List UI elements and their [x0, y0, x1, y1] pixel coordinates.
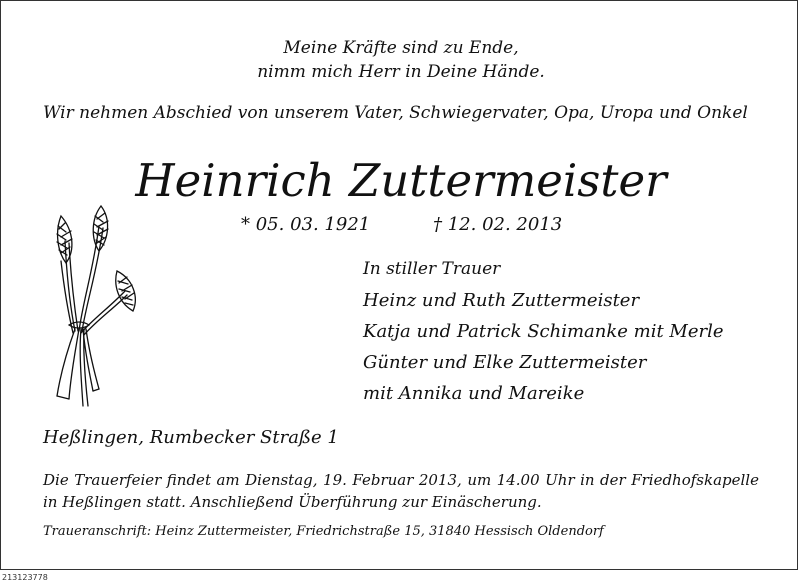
mourning-address: Heßlingen, Rumbecker Straße 1 — [43, 427, 339, 448]
funeral-notice: Die Trauerfeier findet am Dienstag, 19. Februar 2013, um 14.00 Uhr in der Friedhofskapelle in Heßlingen statt. Anschließend Überführung zur Einäscherung. — [43, 471, 759, 511]
reference-number: 213123778 — [2, 573, 48, 582]
mourner-line: Günter und Elke Zuttermeister — [363, 352, 647, 373]
mourner-line: mit Annika und Mareike — [363, 383, 585, 404]
mourner-line: Katja und Patrick Schimanke mit Merle — [363, 321, 724, 342]
wheat-bundle-icon — [41, 201, 161, 419]
motto — [1, 36, 800, 84]
mourners-block — [363, 254, 724, 409]
deceased-name: Heinrich Zuttermeister — [135, 154, 667, 207]
motto-line-2: nimm mich Herr in Deine Hände. — [257, 62, 545, 82]
birth-date: * 05. 03. 1921 — [241, 214, 371, 235]
motto-line-1: Meine Kräfte sind zu Ende, — [283, 38, 519, 58]
contact-address: Traueranschrift: Heinz Zuttermeister, Friedrichstraße 15, 31840 Hessisch Oldendorf — [43, 524, 604, 539]
death-date: † 12. 02. 2013 — [433, 214, 563, 235]
farewell-intro: Wir nehmen Abschied von unserem Vater, Schwiegervater, Opa, Uropa und Onkel — [43, 103, 748, 123]
mourners-intro: In stiller Trauer — [363, 259, 501, 279]
mourner-line: Heinz und Ruth Zuttermeister — [363, 290, 640, 311]
